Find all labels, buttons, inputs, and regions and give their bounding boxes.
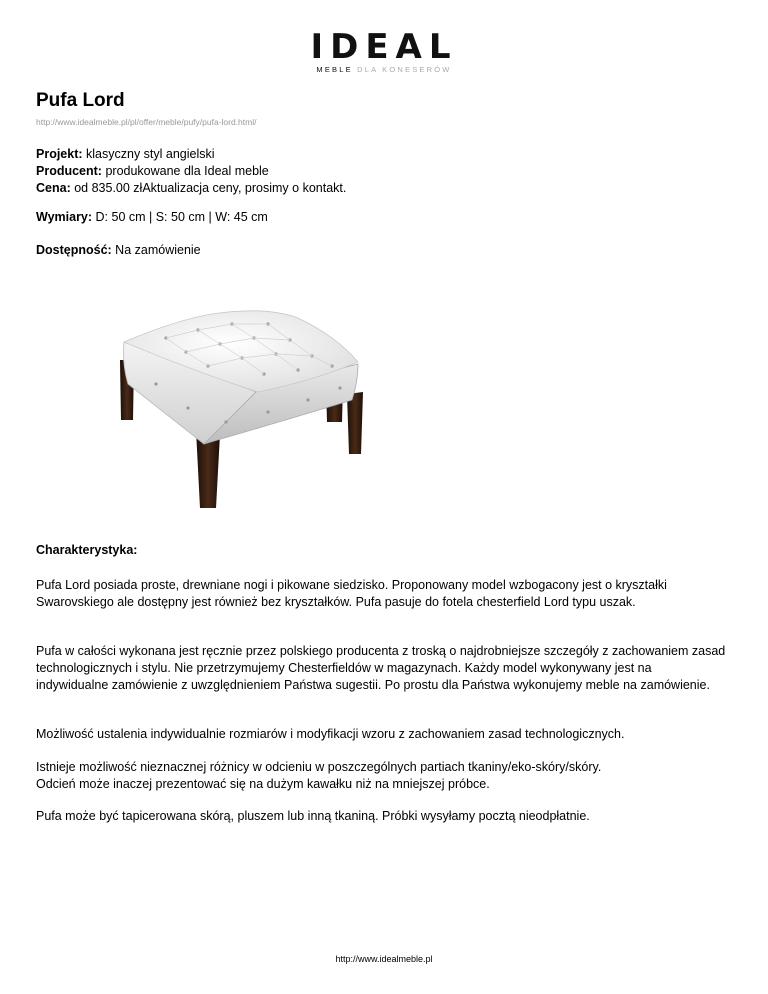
dostepnosc-label: Dostępność:	[36, 243, 112, 257]
cena-row	[36, 180, 346, 197]
logo-wordmark: IDEAL	[310, 27, 458, 67]
projekt-label: Projekt:	[36, 147, 83, 161]
description-paragraph-4: Istnieje możliwość nieznacznej różnicy w odcieniu w poszczególnych partiach tkaniny/eko-skóry/skóry. Odcień może inaczej prezentować się na dużym kawałku niż na mniejszej próbce.	[36, 760, 602, 791]
projekt-row	[36, 146, 346, 163]
cena-value: od 835.00 złAktualizacja ceny, prosimy o kontakt.	[70, 181, 347, 195]
dostepnosc-value: Na zamówienie	[111, 243, 201, 257]
footer-url[interactable]: http://www.idealmeble.pl	[335, 954, 433, 964]
wymiary-value: D: 50 cm | S: 50 cm | W: 45 cm	[92, 210, 268, 224]
producent-row	[36, 163, 346, 180]
projekt-value: klasyczny styl angielski	[82, 147, 215, 161]
wymiary-label: Wymiary:	[36, 210, 93, 224]
description-paragraph-3: Możliwość ustalenia indywidualnie rozmiarów i modyfikacji wzoru z zachowaniem zasad technologicznych.	[36, 727, 625, 741]
producent-value: produkowane dla Ideal meble	[101, 164, 269, 178]
brand-logo	[0, 27, 768, 74]
cena-label: Cena:	[36, 181, 71, 195]
logo-tagline-part-2: DLA KONESERÓW	[352, 65, 452, 74]
source-url[interactable]: http://www.idealmeble.pl/pl/offer/meble/pufy/pufa-lord.html/	[36, 117, 257, 127]
wymiary-row	[36, 209, 268, 226]
leg-front-right	[347, 392, 363, 454]
page-title: Pufa Lord	[36, 90, 125, 111]
logo-tagline-part-1: MEBLE	[316, 65, 353, 74]
charakterystyka-heading: Charakterystyka:	[36, 543, 138, 557]
dostepnosc-row	[36, 242, 201, 259]
logo-tagline	[0, 65, 768, 74]
producent-label: Producent:	[36, 164, 102, 178]
description-paragraph-2: Pufa w całości wykonana jest ręcznie przez polskiego producenta z troską o najdrobniejsze szczegóły z zachowaniem zasad technologicznych i stylu. Nie przetrzymujemy Chesterfieldów w magazynach. Każdy model wykonywany jest na indywidualne zamówienie z uwzględnieniem Państwa sugestii. Po prostu dla Państwa wykonujemy meble na zamówienie.	[36, 644, 726, 692]
product-photo	[36, 272, 396, 527]
description-paragraph-5: Pufa może być tapicerowana skórą, pluszem lub inną tkaniną. Próbki wysyłamy pocztą nieodpłatnie.	[36, 809, 590, 823]
product-details	[36, 146, 346, 197]
description-paragraph-1: Pufa Lord posiada proste, drewniane nogi i pikowane siedzisko. Proponowany model wzbogacony jest o kryształki Swarovskiego ale dostępny jest również bez kryształków. Pufa pasuje do fotela chesterfield Lord typu uszak.	[36, 578, 667, 609]
